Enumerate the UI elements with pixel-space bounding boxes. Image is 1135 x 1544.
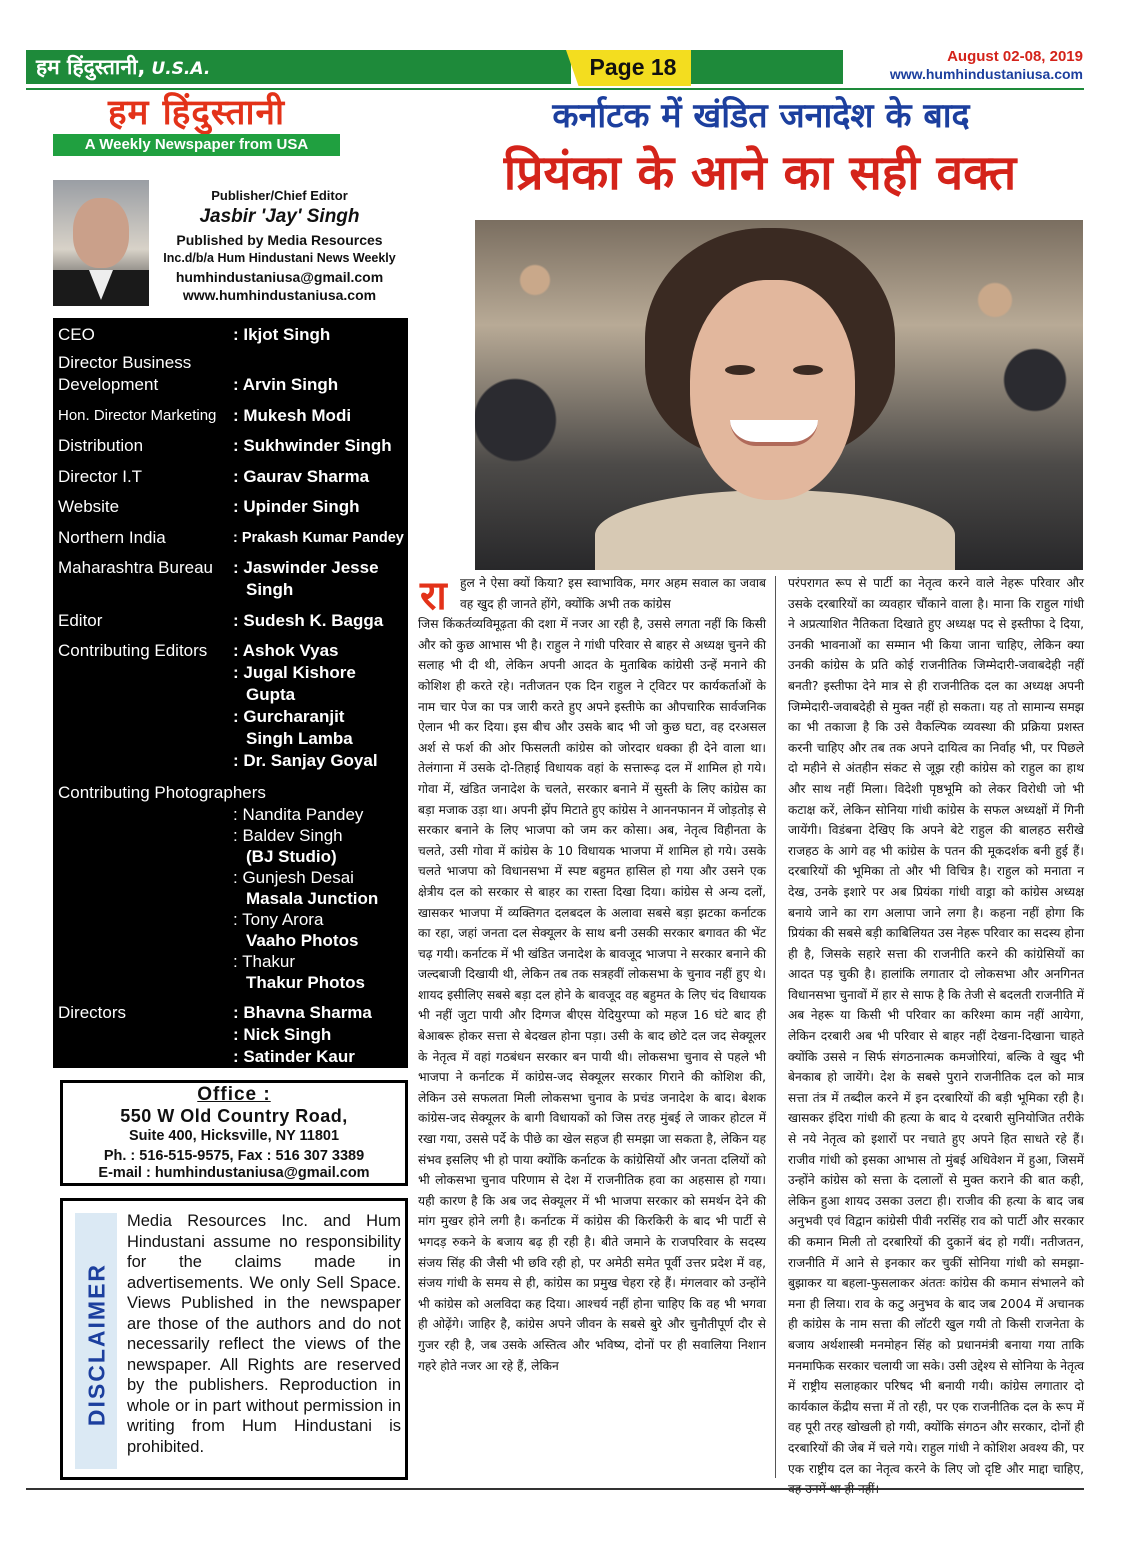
- masthead-subtitle: A Weekly Newspaper from USA: [53, 134, 340, 156]
- staff-name: : Jaswinder Jesse: [233, 558, 379, 577]
- header-green-bar: [688, 50, 843, 84]
- masthead-title: हम हिंदुस्तानी: [107, 93, 286, 133]
- brand-hindi: हम हिंदुस्तानी,: [36, 55, 146, 79]
- header-website: www.humhindustaniusa.com: [889, 66, 1083, 82]
- office-address-line2: Suite 400, Hicksville, NY 11801: [128, 1128, 340, 1144]
- editor-photo: [53, 180, 149, 306]
- staff-name: : Ikjot Singh: [233, 325, 331, 344]
- staff-panel: [53, 318, 408, 1068]
- staff-role: Maharashtra Bureau: [58, 558, 213, 577]
- staff-name: (BJ Studio): [246, 847, 337, 866]
- staff-name: : Dr. Sanjay Goyal: [233, 751, 378, 770]
- brand-strip-title: [36, 53, 210, 81]
- office-phone: Ph. : 516-515-9575, Fax : 516 307 3389: [103, 1148, 365, 1164]
- header-rule: [26, 88, 1084, 90]
- office-heading: Office :: [197, 1084, 271, 1105]
- disclaimer-text: Media Resources Inc. and Hum Hindustani assume no responsibility for the claims made in advertisements. We only Sell Space. Views Published in the newspaper are those of the authors and do not necessarily reflect the views of the newspaper. All Rights are reserved by the publishers. Reproduction in whole or in part without permission in writing from Hum Hindustani is prohibited.: [127, 1212, 401, 1456]
- staff-role: Northern India: [58, 528, 166, 547]
- staff-name: Singh: [246, 580, 294, 599]
- staff-name: : Mukesh Modi: [233, 406, 352, 425]
- staff-name: : Gurcharanjit: [233, 707, 345, 726]
- article-column-2: परंपरागत रूप से पार्टी का नेतृत्व करने वाले नेहरू परिवार और उसके दरबारियों का व्यवहार चौंकाने वाला है। माना कि राहुल गांधी ने अप्रत्याशित नैतिकता दिखाते हुए अध्यक्ष पद से इस्तीफा दे दिया, उनकी भावनाओं का सम्मान भी किया जाना चाहिए, लेकिन क्या उनकी कांग्रेस के प्रति कोई राजनीतिक जिम्मेदारी-जवाबदेही नहीं बनती? इस्तीफा देने मात्र से ही राजनीतिक दल का अध्यक्ष अपनी जिम्मेदारी-जवाबदेही से मुक्त नहीं हो सकता। यह तो सामान्य समझ का भी तकाजा है कि उसे वैकल्पिक व्यवस्था की प्रक्रिया प्रशस्त करनी चाहिए और तब तक अपने दायित्व का निर्वाह भी, पर पिछले दो महीने से अंतहीन संकट से जूझ रही कांग्रेस को राहुल का हाथ और साथ नहीं मिला। विदेशी पृष्ठभूमि को लेकर विरोधी जो भी कटाक्ष करें, लेकिन सोनिया गांधी कांग्रेस के सफल अध्यक्षों में गिनी जायेंगी। विडंबना देखिए कि अपने बेटे राहुल की बालहठ सरीखे राजहठ के आगे वह भी कांग्रेस के पतन की मूकदर्शक बनी हुई हैं। दरबारियों की भूमिका तो और भी विचित्र है। राहुल को मनाता न देख, उनके इशारे पर अब प्रियंका गांधी वाड्रा को कांग्रेस अध्यक्ष बनाये जाने का राग अलापा जाने लगा है। कहना नहीं होगा कि प्रियंका की सबसे बड़ी काबिलियत उस नेहरू परिवार का सदस्य होना ही है, जिसके सहारे सत्ता की राजनीति करने की कांग्रेसियों का आदत पड़ चुकी है। हालांकि लगातार दो लोकसभा और अनगिनत विधानसभा चुनावों में हार से साफ है कि तेजी से बदलती राजनीति में अब नेहरू या किसी भी परिवार का करिश्मा काम नहीं आयेगा, लेकिन दरबारी अब भी परिवार से बाहर नहीं देखना-दिखाना चाहते क्योंकि उससे न सिर्फ संगठनात्मक कमजोरियां, बल्कि वे खुद भी बेनकाब हो जायेंगे। देश के सबसे पुराने राजनीतिक दल को मात्र सत्ता तंत्र में तब्दील करने में इन दरबारियों की बड़ी भूमिका रही है। खासकर इंदिरा गांधी की हत्या के बाद ये दरबारी सुनियोजित तरीके से नये नेतृत्व को इशारों पर नचाते हुए अपने हित साधते रहे हैं। राजीव गांधी को इसका आभास तो मुंबई अधिवेशन में हुआ, जिसमें उन्होंने कांग्रेस को सत्ता के दलालों से मुक्त कराने की बात कही, लेकिन हुआ शायद उसका उलटा ही। राजीव की हत्या के बाद जब अनुभवी एवं विद्वान कांग्रेसी पीवी नरसिंह राव को पार्टी और सरकार की कमान मिली तो दरबारियों की दुकानें बंद हो गयीं। नतीजतन, राजनीति में आने से इनकार कर चुकीं सोनिया गांधी को समझा-बुझाकर या बहला-फुसलाकर अंततः कांग्रेस की कमान संभालने को मना ही लिया। राव के कटु अनुभव के बाद जब 2004 में अचानक ही कांग्रेस के नाम सत्ता की लॉटरी खुल गयी तो किसी राजनेता के बजाय अर्थशास्त्री मनमोहन सिंह को प्रधानमंत्री बनाया गया ताकि मनमाफिक सरकार चलायी जा सके। उसी उद्देश्य से सोनिया के नेतृत्व में राष्ट्रीय सलाहकार परिषद भी बनायी गयी। कांग्रेस लगातार दो कार्यकाल केंद्रीय सत्ता में तो रही, पर एक राजनीतिक दल के रूप में वह पूरी तरह खोखली हो गयी, क्योंकि संगठन और सरकार, दोनों ही दरबारियों की जेब में चले गये। राहुल गांधी ने कोशिश अवश्य की, पर एक राष्ट्रीय दल का नेतृत्व करने के लिए जो दृष्टि और माद्दा चाहिए,: [788, 576, 1084, 1476]
- article-column-1-body: जिस किंकर्तव्यविमूढ़ता की दशा में नजर आ रही है, उससे लगता नहीं कि किसी और को कुछ आभास भी है। राहुल ने गांधी परिवार से बाहर से अध्यक्ष चुनने की सलाह भी दी थी, लेकिन अपनी आदत के मुताबिक कांग्रेसी उन्हें मनाने की कोशिश ही करते रहे। नतीजतन एक दिन राहुल ने ट्विटर पर कार्यकर्ताओं के नाम चार पेज का पत्र जारी करते हुए अपने इस्तीफे का औपचारिक सार्वजनिक ऐलान भी कर दिया। इस बीच और उसके बाद भी जो कुछ घटा, वह दरअसल अर्श से फर्श की ओर फिसलती कांग्रेस को जोरदार धक्का ही देने वाला था। तेलंगाना में उसके दो-तिहाई विधायक वहां के सत्तारूढ़ दल में शामिल हो गये। गोवा में, खंडित जनादेश के चलते, सरकार बनाने में सुस्ती के लिए कांग्रेस का बड़ा मजाक उड़ा था। अपनी झेंप मिटाते हुए कांग्रेस ने आननफानन में जोड़तोड़ से सरकार बनाने के लिए भाजपा को जम कर कोसा। अब, नेतृत्व विहीनता के चलते, उसी गोवा में कांग्रेस के 10 विधायक भाजपा में शामिल हो गये। उसके चलते भाजपा को विधानसभा में स्पष्ट बहुमत हासिल हो गया और उसने एक क्षेत्रीय दल को सरकार से बाहर का रास्ता दिखा दिया। कांग्रेस से अन्य दलों, खासकर भाजपा में व्यक्तिगत दलबदल के अलावा सबसे बड़ा झटका कर्नाटक का रहा, जहां जनता दल सेक्यूलर के साथ बनी उसकी सरकार बगावत की भेंट चढ़ गयी। कर्नाटक में भी खंडित जनादेश के बावजूद भाजपा ने सरकार बनाने की जल्दबाजी दिखायी थी, लेकिन तब तक सत्रहवीं लोकसभा के चुनाव नहीं हुए थे। शायद इसीलिए सबसे बड़ा दल होने के बावजूद वह बहुमत के लिए चंद विधायक भी नहीं जुटा पायी और दिग्गज बीएस येदियुरप्पा को महज 16 घंटे बाद ही बेआबरू होकर सत्ता से बेदखल होना पड़ा। उसी के बाद छोटे दल जद सेक्यूलर के नेतृत्व में वहां गठबंधन सरकार बन पायी थी। लोकसभा चुनाव से पहले भी भाजपा ने कर्नाटक में कांग्रेस-जद सेक्यूलर सरकार गिराने की कोशिश की, लेकिन उसे सफलता मिली लोकसभा चुनाव के प्रचंड जनादेश के बाद। बेशक कांग्रेस-जद सेक्यूलर के बागी विधायकों को जिस तरह मुंबई ले जाकर होटल में रखा गया, उससे पर्दे के पीछे का खेल सहज ही समझा जा सकता है, लेकिन यह संभव इसलिए भी हो पाया क्योंकि कर्नाटक के कांग्रेसियों और जनता दलियों को भी लोकसभा चुनाव परिणाम से देश में राजनीतिक हवा का अहसास हो गया। यही कारण है कि अब जद सेक्यूलर में भी भाजपा सरकार को समर्थन देने की मांग मुखर होने लगी है। कर्नाटक में कांग्रेस की किरकिरी के बाद भी पार्टी से भगदड़ रुकने के बजाय बढ़ ही रही है। बीते जमाने के राजपरिवार के सदस्य संजय सिंह की जैसी भी छवि रही हो, पर अमेठी समेत पूर्वी उत्तर प्रदेश में वह, संजय गांधी के समय से ही, कांग्रेस का प्रमुख चेहरा रहे हैं। मंगलवार को उन्होंने भी कांग्रेस को अलविदा कह दिया। आश्चर्य नहीं होना चाहिए कि वह भी भगवा ही ओढ़ेंगे। जाहिर है, कांग्रेस अपने जीवन के सबसे बुरे और चुनौतीपूर्ण दौर से गुजर रही है, जब उसके अस्तित्व और भविष्य, दोनों पर ही सवालिया निशान गहरे होते नजर आ रहे हैं, लेकिन: [418, 617, 766, 1373]
- article-column-1: [418, 573, 766, 1376]
- issue-date: August 02-08, 2019: [947, 48, 1083, 65]
- brand-strip: [26, 50, 571, 84]
- staff-role: Directors: [58, 1003, 127, 1022]
- article-kicker: कर्नाटक में खंडित जनादेश के बाद: [552, 96, 970, 136]
- staff-name: Masala Junction: [246, 889, 379, 908]
- editor-published-by: Published by Media Resources: [176, 232, 383, 248]
- brand-usa: U.S.A.: [151, 59, 211, 79]
- staff-name: Gupta: [246, 685, 296, 704]
- article-dropcap: रा: [420, 573, 447, 619]
- article-column-1-lead: हुल ने ऐसा क्यों किया? इस स्वाभाविक, मगर अहम सवाल का जवाब वह खुद ही जानते होंगे, क्योंकि अभी तक कांग्रेस: [460, 576, 766, 611]
- masthead-logo: [53, 92, 340, 160]
- staff-role: Director Business Development: [58, 353, 192, 394]
- staff-name: Thakur Photos: [246, 973, 366, 992]
- disclaimer-box: [60, 1198, 408, 1480]
- staff-name: : Gunjesh Desai: [233, 868, 354, 887]
- staff-role: Hon. Director Marketing: [58, 407, 217, 424]
- editor-role: Publisher/Chief Editor: [211, 188, 348, 203]
- staff-name: : Satinder Kaur: [233, 1047, 355, 1066]
- editor-name: Jasbir 'Jay' Singh: [199, 206, 360, 227]
- staff-role: Distribution: [58, 436, 144, 455]
- disclaimer-label: DISCLAIMER: [83, 1262, 110, 1427]
- staff-name: : Jugal Kishore: [233, 663, 356, 682]
- staff-name: : Tony Arora: [233, 910, 324, 929]
- staff-name: : Nick Singh: [233, 1025, 332, 1044]
- staff-name: Singh Lamba: [246, 729, 353, 748]
- staff-role: Contributing Photographers: [58, 783, 266, 802]
- staff-role: Director I.T: [58, 467, 143, 486]
- staff-name: Vaaho Photos: [246, 931, 359, 950]
- staff-name: : Sudesh K. Bagga: [233, 611, 384, 630]
- staff-name: : Sukhwinder Singh: [233, 436, 392, 455]
- staff-name: : Thakur: [233, 952, 296, 971]
- office-email[interactable]: E-mail : humhindustaniusa@gmail.com: [98, 1165, 370, 1181]
- staff-role: CEO: [58, 325, 95, 344]
- article-photo: [475, 220, 1083, 570]
- staff-role: Contributing Editors: [58, 641, 208, 660]
- office-box: [60, 1080, 408, 1186]
- staff-name: : Arvin Singh: [233, 375, 339, 394]
- top-header: [0, 0, 1135, 92]
- editor-email[interactable]: humhindustaniusa@gmail.com: [175, 269, 384, 285]
- page-number: Page 18: [589, 54, 677, 80]
- disclaimer-side-panel: [75, 1213, 117, 1469]
- staff-name: : Upinder Singh: [233, 497, 360, 516]
- staff-name: : Gaurav Sharma: [233, 467, 370, 486]
- footer-rule: [26, 1488, 1084, 1490]
- editor-company: Inc.d/b/a Hum Hindustani News Weekly: [163, 251, 396, 265]
- staff-name: : Nandita Pandey: [233, 805, 364, 824]
- staff-role: Editor: [58, 611, 103, 630]
- article-headline: प्रियंका के आने का सही वक्त: [503, 145, 1017, 201]
- editor-block: [53, 180, 408, 306]
- staff-name: : Ashok Vyas: [233, 641, 339, 660]
- staff-name: : Baldev Singh: [233, 826, 343, 845]
- editor-website[interactable]: www.humhindustaniusa.com: [182, 287, 377, 303]
- office-address-line1: 550 W Old Country Road,: [120, 1106, 348, 1126]
- staff-name: : Prakash Kumar Pandey: [233, 530, 404, 546]
- staff-role: Website: [58, 497, 120, 516]
- column-divider: [775, 576, 776, 1478]
- staff-name: : Bhavna Sharma: [233, 1003, 372, 1022]
